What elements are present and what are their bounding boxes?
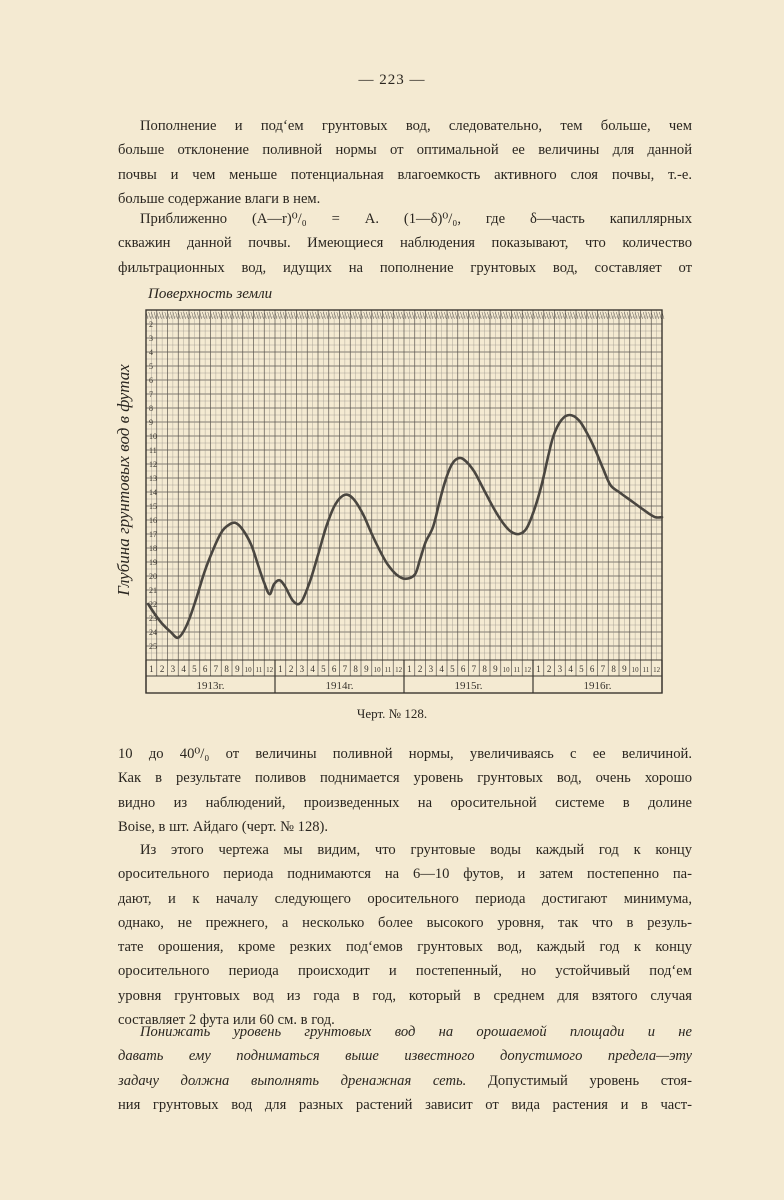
month-label: 12 xyxy=(524,666,532,674)
month-label: 11 xyxy=(255,666,263,674)
y-tick-label: 13 xyxy=(149,474,157,483)
month-label: 6 xyxy=(331,664,337,674)
page-number: — 223 — xyxy=(358,72,426,88)
surface-hatch xyxy=(471,312,473,319)
surface-hatch xyxy=(149,312,151,319)
surface-hatch xyxy=(272,312,274,319)
surface-hatch xyxy=(184,312,186,319)
month-label: 7 xyxy=(213,664,219,674)
surface-hatch xyxy=(313,312,315,319)
text-line: Boise, в шт. Айдаго (черт. № 128). xyxy=(118,818,329,835)
month-label: 12 xyxy=(266,666,274,674)
surface-hatch xyxy=(581,312,583,319)
surface-hatch xyxy=(248,312,250,319)
month-label: 5 xyxy=(450,664,455,674)
y-tick-label: 19 xyxy=(149,558,157,567)
surface-hatch xyxy=(423,312,425,319)
surface-hatch xyxy=(283,312,285,319)
paragraph-3 xyxy=(118,742,692,839)
y-tick-label: 9 xyxy=(149,418,153,427)
month-label: 3 xyxy=(428,664,434,674)
month-label: 11 xyxy=(384,666,392,674)
month-label: 10 xyxy=(502,666,510,674)
chart-y-axis-label: Глубина грунтовых вод в футах xyxy=(114,364,133,596)
text-line: больше содержание влаги в нем. xyxy=(118,190,321,207)
surface-hatch xyxy=(568,312,570,319)
surface-hatch xyxy=(517,312,519,319)
surface-hatch xyxy=(614,312,616,319)
y-tick-label: 16 xyxy=(149,516,157,525)
surface-hatch xyxy=(391,312,393,319)
surface-hatch xyxy=(485,312,487,319)
month-label: 1 xyxy=(149,664,154,674)
surface-hatch xyxy=(611,312,613,319)
month-label: 3 xyxy=(170,664,176,674)
surface-hatch xyxy=(348,312,350,319)
surface-hatch xyxy=(151,312,153,319)
surface-hatch xyxy=(278,312,280,319)
surface-hatch xyxy=(525,312,527,319)
surface-hatch xyxy=(428,312,430,319)
chart-title: Поверхность земли xyxy=(148,286,273,302)
y-tick-label: 3 xyxy=(149,334,153,343)
surface-hatch xyxy=(571,312,573,319)
surface-hatch xyxy=(646,312,648,319)
surface-hatch xyxy=(635,312,637,319)
surface-hatch xyxy=(557,312,559,319)
chart-month-labels xyxy=(149,664,661,674)
month-label: 5 xyxy=(192,664,197,674)
text-line: 10 до 40⁰/₀ от величины поливной нормы, увеличиваясь с ее величиной. xyxy=(118,746,692,762)
surface-hatch xyxy=(305,312,307,319)
month-label: 1 xyxy=(407,664,412,674)
surface-hatch xyxy=(364,312,366,319)
surface-hatch xyxy=(216,312,218,319)
text-line: Пополнение и под‘ем грунтовых вод, следовательно, тем больше, чем xyxy=(140,118,692,134)
text-line: Как в результате поливов поднимается уровень грунтовых вод, очень хорошо xyxy=(118,770,692,787)
surface-hatch xyxy=(643,312,645,319)
surface-hatch xyxy=(412,312,414,319)
text-line: Приближенно (A—r)⁰/₀ = A. (1—δ)⁰/₀, где δ—часть капиллярных xyxy=(140,211,692,227)
surface-hatch xyxy=(337,312,339,319)
surface-hatch xyxy=(520,312,522,319)
surface-hatch xyxy=(159,312,161,319)
y-tick-label: 25 xyxy=(149,642,157,651)
surface-hatch xyxy=(396,312,398,319)
surface-hatch xyxy=(463,312,465,319)
surface-hatch xyxy=(173,312,175,319)
surface-hatch xyxy=(579,312,581,319)
surface-hatch xyxy=(530,312,532,319)
emphasis-text: задачу должна выполнять дренажная сеть. xyxy=(118,1072,467,1089)
surface-hatch xyxy=(194,312,196,319)
text-line xyxy=(118,1069,692,1093)
month-label: 10 xyxy=(244,666,252,674)
surface-hatch xyxy=(259,312,261,319)
surface-hatch xyxy=(302,312,304,319)
groundwater-level-line xyxy=(148,415,662,638)
text-line: фильтрационных вод, идущих на пополнение грунтовых вод, составляет от xyxy=(118,259,692,276)
surface-hatch xyxy=(326,312,328,319)
surface-hatch xyxy=(299,312,301,319)
surface-hatch xyxy=(600,312,602,319)
month-label: 5 xyxy=(579,664,584,674)
surface-hatch xyxy=(213,312,215,319)
month-label: 3 xyxy=(557,664,563,674)
surface-hatch xyxy=(487,312,489,319)
chart-grid xyxy=(146,310,664,693)
month-label: 1 xyxy=(278,664,283,674)
y-tick-label: 6 xyxy=(149,376,153,385)
surface-hatch xyxy=(245,312,247,319)
surface-hatch xyxy=(632,312,634,319)
surface-hatch xyxy=(315,312,317,319)
month-label: 8 xyxy=(611,664,616,674)
month-label: 4 xyxy=(310,664,315,674)
surface-hatch xyxy=(202,312,204,319)
surface-hatch xyxy=(342,312,344,319)
surface-hatch xyxy=(262,312,264,319)
surface-hatch xyxy=(176,312,178,319)
regular-text: Допустимый уровень стоя- xyxy=(466,1072,692,1089)
month-label: 1 xyxy=(536,664,541,674)
y-tick-label: 7 xyxy=(149,390,153,399)
y-tick-label: 5 xyxy=(149,362,153,371)
surface-hatch xyxy=(409,312,411,319)
surface-hatch xyxy=(657,312,659,319)
surface-hatch xyxy=(219,312,221,319)
text-line: больше отклонение поливной нормы от оптимальной ее величины для данной xyxy=(118,142,692,159)
surface-hatch xyxy=(616,312,618,319)
surface-hatch xyxy=(495,312,497,319)
month-label: 3 xyxy=(299,664,305,674)
y-tick-label: 14 xyxy=(149,488,157,497)
surface-hatch xyxy=(181,312,183,319)
month-label: 8 xyxy=(224,664,229,674)
text-line: оросительного периода происходит и постепенный, но устойчивый под‘ем xyxy=(118,963,692,980)
y-tick-label: 17 xyxy=(149,530,157,539)
month-label: 9 xyxy=(235,664,240,674)
surface-hatch xyxy=(208,312,210,319)
surface-hatch xyxy=(466,312,468,319)
y-tick-label: 11 xyxy=(149,446,157,455)
year-label: 1916г. xyxy=(583,680,612,692)
surface-hatch xyxy=(560,312,562,319)
text-line: составляет 2 фута или 60 см. в год. xyxy=(118,1012,335,1029)
month-label: 2 xyxy=(417,664,423,674)
text-line-italic: Понижать уровень грунтовых вод на орошаемой площади и не xyxy=(140,1024,692,1040)
figure-caption: Черт. № 128. xyxy=(356,706,428,721)
surface-hatch xyxy=(227,312,229,319)
surface-hatch xyxy=(606,312,608,319)
text-line: видно из наблюдений, произведенных на оросительной системе в долине xyxy=(118,794,692,811)
surface-hatch xyxy=(649,312,651,319)
surface-hatch xyxy=(294,312,296,319)
surface-hatch xyxy=(563,312,565,319)
surface-hatch xyxy=(638,312,640,319)
surface-hatch xyxy=(546,312,548,319)
y-tick-label: 8 xyxy=(149,404,153,413)
month-label: 4 xyxy=(439,664,444,674)
surface-hatch xyxy=(240,312,242,319)
surface-hatch xyxy=(353,312,355,319)
paragraph-5 xyxy=(118,1020,692,1117)
month-label: 6 xyxy=(202,664,208,674)
month-label: 11 xyxy=(642,666,650,674)
surface-hatch xyxy=(288,312,290,319)
chart-y-ticks xyxy=(149,320,157,651)
surface-hatch xyxy=(267,312,269,319)
surface-hatch xyxy=(584,312,586,319)
surface-hatch xyxy=(442,312,444,319)
y-tick-label: 15 xyxy=(149,502,157,511)
month-label: 10 xyxy=(631,666,639,674)
y-tick-label: 22 xyxy=(149,600,157,609)
y-tick-label: 12 xyxy=(149,460,157,469)
surface-hatch xyxy=(439,312,441,319)
surface-hatch xyxy=(377,312,379,319)
surface-hatch xyxy=(369,312,371,319)
surface-hatch xyxy=(235,312,237,319)
surface-hatch xyxy=(627,312,629,319)
surface-hatch xyxy=(256,312,258,319)
surface-hatch xyxy=(323,312,325,319)
surface-hatch xyxy=(186,312,188,319)
text-line: Из этого чертежа мы видим, что грунтовые воды каждый год к концу xyxy=(140,842,692,858)
text-line: скважин данной почвы. Имеющиеся наблюдения показывают, что количество xyxy=(118,235,692,252)
month-label: 11 xyxy=(513,666,521,674)
surface-hatch xyxy=(358,312,360,319)
surface-hatch xyxy=(170,312,172,319)
month-label: 9 xyxy=(364,664,369,674)
surface-hatch xyxy=(474,312,476,319)
y-tick-label: 23 xyxy=(149,614,157,623)
surface-hatch xyxy=(229,312,231,319)
surface-hatch xyxy=(434,312,436,319)
surface-hatch xyxy=(192,312,194,319)
month-label: 9 xyxy=(493,664,498,674)
surface-hatch xyxy=(401,312,403,319)
month-label: 12 xyxy=(395,666,403,674)
month-label: 4 xyxy=(181,664,186,674)
surface-hatch xyxy=(482,312,484,319)
surface-hatch xyxy=(573,312,575,319)
month-label: 5 xyxy=(321,664,326,674)
month-label: 4 xyxy=(568,664,573,674)
surface-hatch xyxy=(536,312,538,319)
surface-hatch xyxy=(552,312,554,319)
surface-hatch xyxy=(541,312,543,319)
y-tick-label: 20 xyxy=(149,572,157,581)
surface-hatch xyxy=(310,312,312,319)
text-line: дают, и к началу следующего оросительного периода достигают минимума, xyxy=(118,890,692,907)
month-label: 7 xyxy=(342,664,348,674)
surface-hatch xyxy=(622,312,624,319)
surface-hatch xyxy=(331,312,333,319)
surface-hatch xyxy=(374,312,376,319)
month-label: 8 xyxy=(353,664,358,674)
surface-hatch xyxy=(493,312,495,319)
text-line: однако, не прежнего, а несколько более высокого уровня, так что в резуль- xyxy=(118,914,692,931)
surface-hatch xyxy=(603,312,605,319)
surface-hatch xyxy=(595,312,597,319)
y-tick-label: 4 xyxy=(149,348,153,357)
surface-hatch xyxy=(356,312,358,319)
surface-hatch xyxy=(380,312,382,319)
surface-hatch xyxy=(417,312,419,319)
surface-hatch xyxy=(498,312,500,319)
surface-hatch xyxy=(503,312,505,319)
surface-hatch xyxy=(407,312,409,319)
y-tick-label: 24 xyxy=(149,628,157,637)
surface-hatch xyxy=(165,312,167,319)
y-tick-label: 18 xyxy=(149,544,157,553)
month-label: 10 xyxy=(373,666,381,674)
surface-hatch xyxy=(654,312,656,319)
y-tick-label: 10 xyxy=(149,432,157,441)
surface-hatch xyxy=(334,312,336,319)
surface-hatch xyxy=(444,312,446,319)
surface-hatch xyxy=(237,312,239,319)
surface-hatch xyxy=(280,312,282,319)
surface-hatch xyxy=(224,312,226,319)
surface-hatch xyxy=(450,312,452,319)
text-line: ния грунтовых вод для разных растений зависит от вида растения и в част- xyxy=(118,1096,692,1113)
surface-hatch xyxy=(528,312,530,319)
surface-hatch xyxy=(431,312,433,319)
surface-hatch xyxy=(477,312,479,319)
surface-hatch xyxy=(452,312,454,319)
text-line: оросительного периода поднимаются на 6—10 футов, и затем постепенно па- xyxy=(118,866,692,883)
surface-hatch xyxy=(514,312,516,319)
y-tick-label: 2 xyxy=(149,320,153,329)
surface-hatch xyxy=(162,312,164,319)
month-label: 7 xyxy=(600,664,606,674)
month-label: 9 xyxy=(622,664,627,674)
month-label: 2 xyxy=(288,664,294,674)
surface-hatch xyxy=(388,312,390,319)
surface-hatch xyxy=(589,312,591,319)
surface-hatch xyxy=(251,312,253,319)
surface-hatch xyxy=(506,312,508,319)
text-line: почвы и чем меньше потенциальная влагоемкость активного слоя почвы, т.-е. xyxy=(118,166,692,183)
surface-hatch xyxy=(509,312,511,319)
surface-hatch xyxy=(549,312,551,319)
year-label: 1915г. xyxy=(454,680,483,692)
paragraph-4 xyxy=(118,838,692,1032)
surface-hatch xyxy=(270,312,272,319)
surface-hatch xyxy=(455,312,457,319)
surface-hatch xyxy=(366,312,368,319)
surface-hatch xyxy=(538,312,540,319)
month-label: 12 xyxy=(653,666,661,674)
surface-hatch xyxy=(385,312,387,319)
surface-hatch xyxy=(399,312,401,319)
text-line: тате орошения, кроме резких под‘емов грунтовых вод, каждый год к концу xyxy=(118,939,692,956)
month-label: 6 xyxy=(589,664,595,674)
text-line-italic: давать ему подниматься выше известного допустимого предела—эту xyxy=(118,1048,692,1065)
surface-hatch xyxy=(624,312,626,319)
surface-hatch xyxy=(659,312,661,319)
surface-hatch xyxy=(321,312,323,319)
y-tick-label: 21 xyxy=(149,586,157,595)
surface-hatch xyxy=(154,312,156,319)
surface-hatch xyxy=(592,312,594,319)
surface-hatch xyxy=(420,312,422,319)
surface-hatch xyxy=(205,312,207,319)
text-line: уровня грунтовых вод из года в год, который в среднем для взятого случая xyxy=(118,987,692,1004)
month-label: 8 xyxy=(482,664,487,674)
year-label: 1914г. xyxy=(325,680,354,692)
month-label: 2 xyxy=(546,664,552,674)
year-label: 1913г. xyxy=(196,680,225,692)
surface-hatch xyxy=(460,312,462,319)
month-label: 7 xyxy=(471,664,477,674)
surface-hatch xyxy=(291,312,293,319)
month-label: 6 xyxy=(460,664,466,674)
surface-hatch xyxy=(345,312,347,319)
surface-hatch xyxy=(197,312,199,319)
month-label: 2 xyxy=(159,664,165,674)
